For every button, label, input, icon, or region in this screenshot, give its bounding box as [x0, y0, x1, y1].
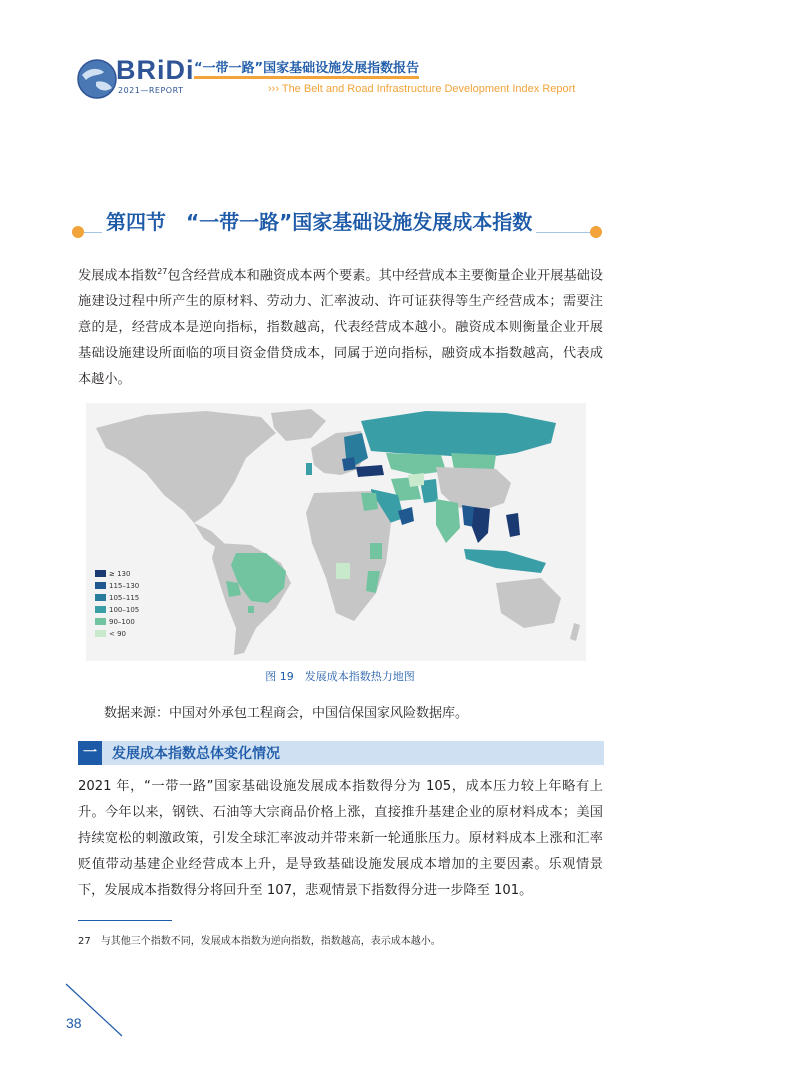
- legend-item: [95, 582, 139, 590]
- legend-swatch: [95, 606, 106, 613]
- header-title: “一带一路”国家基础设施发展指数报告: [194, 61, 420, 76]
- legend-item: [95, 570, 130, 578]
- subsection-number: 一: [78, 741, 102, 765]
- mongolia: [451, 453, 496, 469]
- kenya: [370, 543, 382, 559]
- balkans: [342, 457, 356, 471]
- angola: [336, 563, 350, 579]
- afghanistan: [408, 473, 424, 487]
- legend-item: [95, 630, 126, 638]
- header-divider: [194, 76, 419, 79]
- uruguay: [248, 606, 254, 613]
- footnote: 27 与其他三个指数不同，发展成本指数为逆向指数，指数越高，表示成本越小。: [78, 936, 441, 947]
- greenland: [271, 409, 326, 441]
- legend-item: [95, 618, 135, 626]
- legend-label: 100–105: [109, 606, 140, 614]
- body-paragraph: 2021 年，“一带一路”国家基础设施发展成本指数得分为 105，成本压力较上年略有上升。今年以来，钢铁、石油等大宗商品价格上涨，直接推升基建企业的原材料成本；美国持续宽松的刺激政策，引发全球汇率波动并带来新一轮通胀压力。原材料成本上涨和汇率贬值带动基建企业经营成本上升，是导致基础设施发展成本增加的主要因素。乐观情景下，发展成本指数得分将回升至 107，悲观情景下指数得分进一步降至 101。: [78, 779, 603, 898]
- subsection-title: 发展成本指数总体变化情况: [112, 746, 280, 762]
- intro-text-b: 包含经营成本和融资成本两个要素。其中经营成本主要衡量企业开展基础设施建设过程中所产生的原材料、劳动力、汇率波动、许可证获得等生产经营成本；需要注意的是，经营成本是逆向指标，指数越高，代表经营成本越小。融资成本则衡量企业开展基础设施建设所面临的项目资金借贷成本，同属于逆向指标，融资成本指数越高，代表成本越小。: [78, 268, 603, 388]
- legend-label: 115–130: [109, 582, 140, 590]
- globe-logo-icon: [76, 58, 118, 100]
- legend-label: ≥ 130: [109, 570, 131, 578]
- portugal: [306, 463, 312, 475]
- legend-swatch: [95, 570, 106, 577]
- legend-label: 105–115: [109, 594, 140, 602]
- header-english-title: ››› The Belt and Road Infrastructure Development Index Report: [268, 83, 576, 95]
- section-dot-left: [72, 226, 84, 238]
- indochina: [472, 507, 490, 543]
- logo-text: BRiDi: [116, 55, 195, 85]
- world-map-svg: [86, 403, 586, 661]
- north-america: [96, 411, 276, 523]
- legend-item: [95, 594, 139, 602]
- intro-text-a: 发展成本指数: [78, 268, 158, 284]
- legend-swatch: [95, 582, 106, 589]
- mozambique: [366, 571, 380, 593]
- logo-subtitle: 2021—REPORT: [118, 86, 184, 95]
- philippines: [506, 513, 520, 537]
- footnote-rule: [78, 920, 172, 921]
- indonesia: [464, 549, 546, 573]
- turkey: [356, 465, 384, 477]
- data-source: 数据来源：中国对外承包工程商会，中国信保国家风险数据库。: [104, 706, 469, 721]
- australia: [496, 578, 561, 628]
- figure-caption: 图 19 发展成本指数热力地图: [265, 670, 415, 683]
- legend-swatch: [95, 594, 106, 601]
- legend-swatch: [95, 630, 106, 637]
- india: [436, 499, 460, 543]
- section-title: 第四节 “一带一路”国家基础设施发展成本指数: [102, 206, 536, 235]
- myanmar: [462, 505, 474, 527]
- section-dot-right: [590, 226, 602, 238]
- intro-paragraph: [78, 259, 603, 393]
- footnote-ref: 27: [157, 267, 168, 276]
- legend-item: [95, 606, 139, 614]
- legend-label: < 90: [109, 630, 126, 638]
- russia: [361, 411, 556, 458]
- page-number: 38: [66, 1015, 82, 1031]
- heat-map: [86, 403, 586, 661]
- legend-swatch: [95, 618, 106, 625]
- legend-label: 90–100: [109, 618, 135, 626]
- new-zealand: [570, 623, 580, 641]
